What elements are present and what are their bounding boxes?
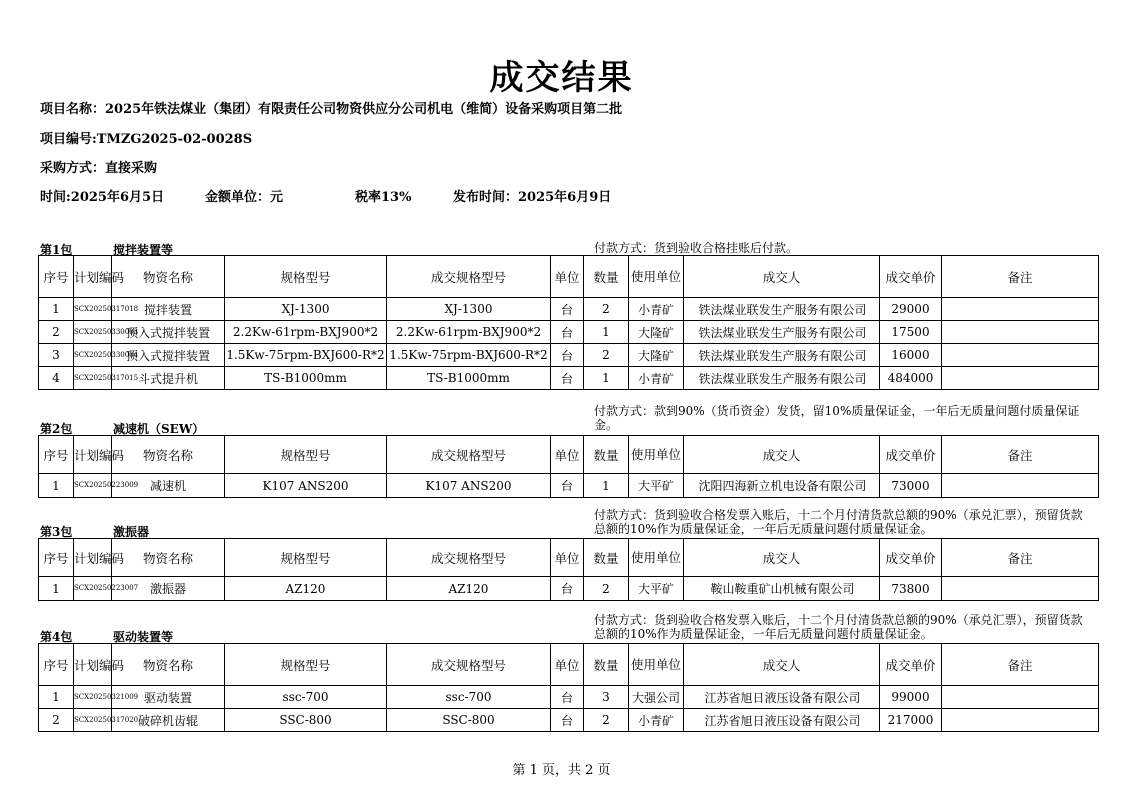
col-header-spec: 规格型号 (225, 539, 387, 577)
cell-code: SCX20250223007 (74, 577, 112, 601)
cell-winner: 铁法煤业联发生产服务有限公司 (684, 298, 880, 321)
cell-user: 大平矿 (629, 474, 684, 498)
cell-qty: 2 (584, 709, 629, 732)
cell-deal-spec: SSC-800 (387, 709, 551, 732)
package-3-table (38, 538, 1099, 601)
cell-user: 大强公司 (629, 686, 684, 709)
col-header-winner: 成交人 (684, 436, 880, 474)
col-header-seq: 序号 (39, 256, 74, 298)
cell-qty: 1 (584, 474, 629, 498)
col-header-price: 成交单价 (880, 436, 942, 474)
cell-winner: 铁法煤业联发生产服务有限公司 (684, 367, 880, 390)
col-header-name: 物资名称 (112, 539, 225, 577)
package-1-table (38, 255, 1099, 390)
cell-code: SCX20250321009 (74, 686, 112, 709)
cell-unit: 台 (551, 344, 584, 367)
cell-spec: K107 ANS200 (225, 474, 387, 498)
cell-qty: 1 (584, 321, 629, 344)
col-header-unit: 单位 (551, 644, 584, 686)
col-header-name: 物资名称 (112, 256, 225, 298)
cell-user: 大隆矿 (629, 344, 684, 367)
col-header-seq: 序号 (39, 644, 74, 686)
col-header-qty: 数量 (584, 644, 629, 686)
cell-code: SCX20250330003 (74, 321, 112, 344)
cell-seq: 4 (39, 367, 74, 390)
col-header-name: 物资名称 (112, 436, 225, 474)
cell-winner: 江苏省旭日液压设备有限公司 (684, 686, 880, 709)
package-2-table (38, 435, 1099, 498)
cell-note (942, 686, 1099, 709)
cell-seq: 1 (39, 474, 74, 498)
cell-winner: 沈阳四海新立机电设备有限公司 (684, 474, 880, 498)
cell-name: 减速机 (112, 474, 225, 498)
cell-seq: 1 (39, 686, 74, 709)
cell-note (942, 709, 1099, 732)
cell-code: SCX20250317020 (74, 709, 112, 732)
cell-note (942, 298, 1099, 321)
col-header-winner: 成交人 (684, 256, 880, 298)
cell-note (942, 474, 1099, 498)
cell-deal-spec: K107 ANS200 (387, 474, 551, 498)
cell-deal-spec: XJ-1300 (387, 298, 551, 321)
table-row (39, 344, 1099, 367)
package-3-name: 激振器 (113, 525, 150, 539)
cell-seq: 1 (39, 577, 74, 601)
cell-price: 73000 (880, 474, 942, 498)
cell-unit: 台 (551, 298, 584, 321)
cell-price: 29000 (880, 298, 942, 321)
cell-unit: 台 (551, 367, 584, 390)
package-2-payment: 付款方式：款到90%（货币资金）发货，留10%质量保证金，一年后无质量问题付质量保证金。 (594, 404, 1080, 432)
col-header-seq: 序号 (39, 436, 74, 474)
cell-unit: 台 (551, 709, 584, 732)
page-footer: 第 1 页，共 2 页 (512, 763, 611, 778)
date: 时间:2025年6月5日 (40, 190, 165, 205)
cell-code: SCX20250223009 (74, 474, 112, 498)
col-header-name: 物资名称 (112, 644, 225, 686)
cell-price: 99000 (880, 686, 942, 709)
page-title: 成交结果 (489, 58, 634, 98)
cell-deal-spec: TS-B1000mm (387, 367, 551, 390)
cell-winner: 鞍山鞍重矿山机械有限公司 (684, 577, 880, 601)
cell-seq: 1 (39, 298, 74, 321)
col-header-qty: 数量 (584, 256, 629, 298)
cell-price: 217000 (880, 709, 942, 732)
cell-name: 驱动装置 (112, 686, 225, 709)
col-header-spec: 规格型号 (225, 644, 387, 686)
header-row (39, 256, 1099, 298)
cell-note (942, 344, 1099, 367)
cell-winner: 铁法煤业联发生产服务有限公司 (684, 321, 880, 344)
cell-unit: 台 (551, 686, 584, 709)
cell-user: 小青矿 (629, 367, 684, 390)
col-header-unit: 单位 (551, 539, 584, 577)
cell-seq: 2 (39, 709, 74, 732)
cell-name: 顶入式搅拌装置 (112, 321, 225, 344)
col-header-note: 备注 (942, 256, 1099, 298)
cell-unit: 台 (551, 577, 584, 601)
table-row (39, 321, 1099, 344)
tax-rate: 税率13% (355, 190, 412, 205)
col-header-deal-spec: 成交规格型号 (387, 644, 551, 686)
table-row (39, 367, 1099, 390)
package-3-no: 第3包 (40, 525, 73, 539)
cell-spec: 2.2Kw-61rpm-BXJ900*2 (225, 321, 387, 344)
col-header-note: 备注 (942, 644, 1099, 686)
col-header-deal-spec: 成交规格型号 (387, 539, 551, 577)
cell-spec: AZ120 (225, 577, 387, 601)
col-header-code: 计划编码 (74, 644, 112, 686)
cell-qty: 3 (584, 686, 629, 709)
header-row (39, 644, 1099, 686)
package-2-no: 第2包 (40, 422, 73, 436)
cell-user: 小青矿 (629, 298, 684, 321)
col-header-price: 成交单价 (880, 539, 942, 577)
currency-unit: 金额单位：元 (205, 190, 284, 205)
cell-unit: 台 (551, 474, 584, 498)
col-header-code: 计划编码 (74, 539, 112, 577)
table-row (39, 577, 1099, 601)
package-4-payment: 付款方式：货到验收合格发票入账后，十二个月付清货款总额的90%（承兑汇票），预留货款总额的10%作为质量保证金，一年后无质量问题付质量保证金。 (594, 613, 1083, 641)
cell-spec: XJ-1300 (225, 298, 387, 321)
project-name: 项目名称：2025年铁法煤业（集团）有限责任公司物资供应分公司机电（维简）设备采购项目第二批 (40, 102, 623, 117)
cell-name: 顶入式搅拌装置 (112, 344, 225, 367)
cell-user: 大隆矿 (629, 321, 684, 344)
cell-seq: 3 (39, 344, 74, 367)
col-header-price: 成交单价 (880, 644, 942, 686)
cell-code: SCX20250317018 (74, 298, 112, 321)
col-header-unit: 单位 (551, 436, 584, 474)
package-3-payment: 付款方式：货到验收合格发票入账后，十二个月付清货款总额的90%（承兑汇票），预留货款总额的10%作为质量保证金，一年后无质量问题付质量保证金。 (594, 508, 1083, 536)
col-header-winner: 成交人 (684, 644, 880, 686)
procurement-method: 采购方式：直接采购 (40, 161, 158, 176)
table-row (39, 474, 1099, 498)
col-header-note: 备注 (942, 539, 1099, 577)
cell-deal-spec: ssc-700 (387, 686, 551, 709)
table-row (39, 298, 1099, 321)
col-header-user: 使用单位 (629, 436, 684, 474)
cell-deal-spec: 1.5Kw-75rpm-BXJ600-R*2 (387, 344, 551, 367)
cell-name: 斗式提升机 (112, 367, 225, 390)
cell-note (942, 321, 1099, 344)
cell-price: 73800 (880, 577, 942, 601)
package-4-table (38, 643, 1099, 732)
col-header-deal-spec: 成交规格型号 (387, 436, 551, 474)
cell-note (942, 367, 1099, 390)
package-4-name: 驱动装置等 (113, 630, 174, 644)
col-header-qty: 数量 (584, 539, 629, 577)
table-row (39, 709, 1099, 732)
cell-code: SCX20250317015 (74, 367, 112, 390)
cell-spec: SSC-800 (225, 709, 387, 732)
cell-note (942, 577, 1099, 601)
cell-qty: 2 (584, 298, 629, 321)
col-header-qty: 数量 (584, 436, 629, 474)
col-header-deal-spec: 成交规格型号 (387, 256, 551, 298)
package-1-name: 搅拌装置等 (113, 243, 174, 257)
col-header-spec: 规格型号 (225, 256, 387, 298)
col-header-user: 使用单位 (629, 256, 684, 298)
publish-date: 发布时间：2025年6月9日 (453, 190, 612, 205)
col-header-spec: 规格型号 (225, 436, 387, 474)
cell-price: 484000 (880, 367, 942, 390)
col-header-user: 使用单位 (629, 644, 684, 686)
cell-winner: 铁法煤业联发生产服务有限公司 (684, 344, 880, 367)
cell-seq: 2 (39, 321, 74, 344)
table-row (39, 686, 1099, 709)
col-header-note: 备注 (942, 436, 1099, 474)
project-code: 项目编号:TMZG2025-02-0028S (40, 132, 253, 147)
col-header-price: 成交单价 (880, 256, 942, 298)
col-header-code: 计划编码 (74, 436, 112, 474)
cell-name: 激振器 (112, 577, 225, 601)
cell-spec: 1.5Kw-75rpm-BXJ600-R*2 (225, 344, 387, 367)
header-row (39, 436, 1099, 474)
cell-name: 搅拌装置 (112, 298, 225, 321)
cell-user: 大平矿 (629, 577, 684, 601)
col-header-unit: 单位 (551, 256, 584, 298)
cell-name: 破碎机齿辊 (112, 709, 225, 732)
cell-spec: TS-B1000mm (225, 367, 387, 390)
header-row (39, 539, 1099, 577)
col-header-user: 使用单位 (629, 539, 684, 577)
cell-price: 16000 (880, 344, 942, 367)
package-1-payment: 付款方式：货到验收合格挂账后付款。 (594, 241, 799, 255)
cell-code: SCX20250330004 (74, 344, 112, 367)
col-header-code: 计划编码 (74, 256, 112, 298)
cell-price: 17500 (880, 321, 942, 344)
cell-unit: 台 (551, 321, 584, 344)
cell-qty: 2 (584, 577, 629, 601)
col-header-seq: 序号 (39, 539, 74, 577)
cell-user: 小青矿 (629, 709, 684, 732)
package-1-no: 第1包 (40, 243, 73, 257)
col-header-winner: 成交人 (684, 539, 880, 577)
package-2-name: 减速机（SEW） (113, 422, 205, 436)
cell-spec: ssc-700 (225, 686, 387, 709)
cell-deal-spec: AZ120 (387, 577, 551, 601)
cell-qty: 1 (584, 367, 629, 390)
cell-qty: 2 (584, 344, 629, 367)
cell-deal-spec: 2.2Kw-61rpm-BXJ900*2 (387, 321, 551, 344)
cell-winner: 江苏省旭日液压设备有限公司 (684, 709, 880, 732)
package-4-no: 第4包 (40, 630, 73, 644)
